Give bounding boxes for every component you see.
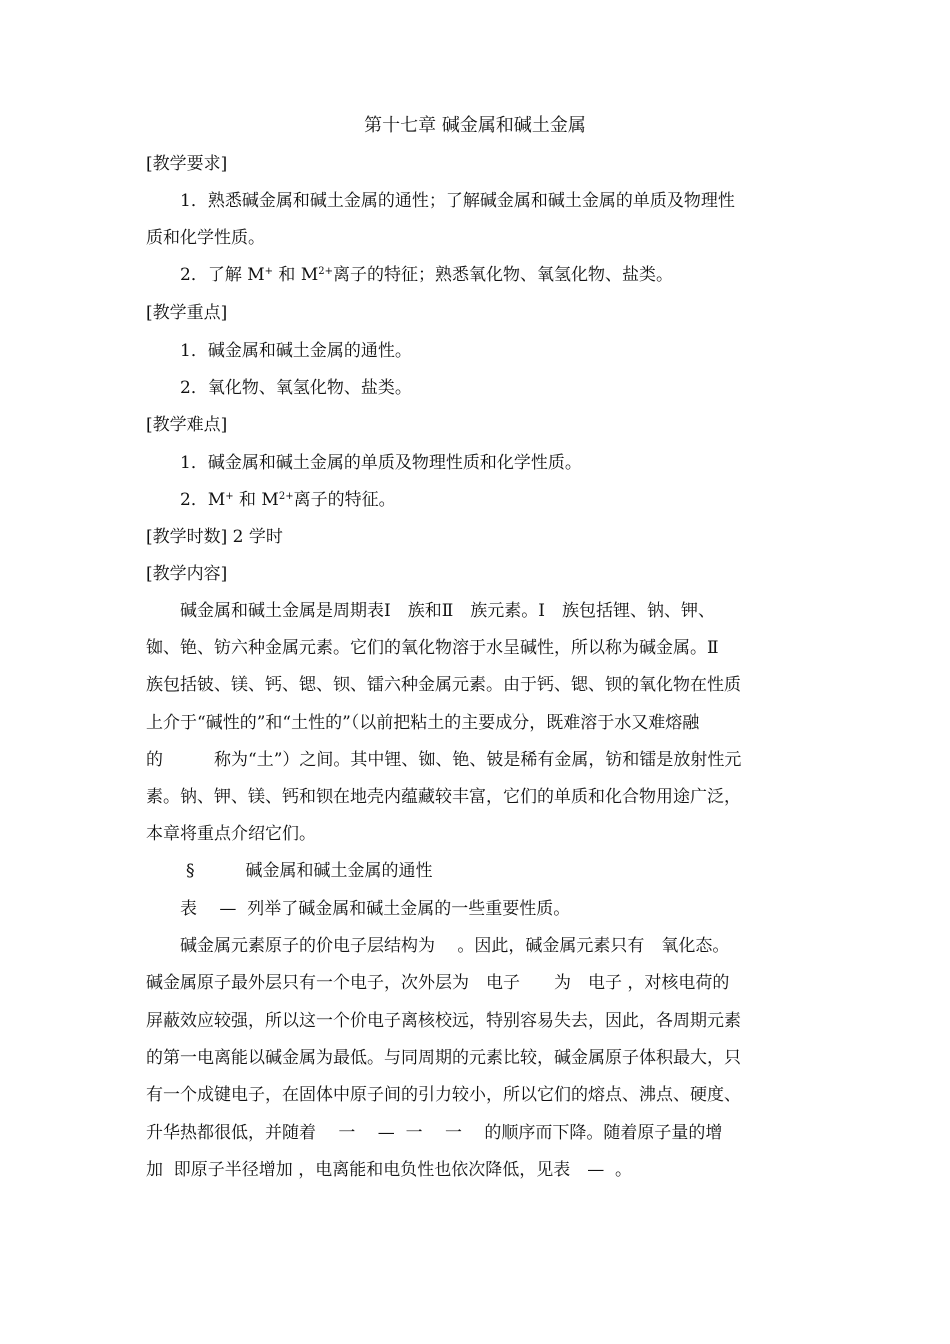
key-point-line: 2．氧化物、氧氢化物、盐类。	[180, 378, 412, 398]
intro-line: 族包括铍、镁、钙、锶、钡、镭六种金属元素。由于钙、锶、钡的氧化物在性质	[146, 675, 741, 695]
intro-line: 碱金属和碱土金属是周期表Ⅰ 族和Ⅱ 族元素。Ⅰ 族包括锂、钠、钾、	[180, 601, 715, 621]
requirement-line: 质和化学性质。	[146, 228, 265, 248]
difficulty-line: 2．M+ 和 $M^{2+}$离子的特征。	[180, 490, 396, 510]
difficulties-heading: [教学难点]	[146, 415, 228, 435]
body-line: 碱金属原子最外层只有一个电子，次外层为 电子 为 电子 ，对核电荷的	[146, 973, 730, 993]
body-line: 屏蔽效应较强，所以这一个价电子离核校远，特别容易失去，因此，各周期元素	[146, 1011, 741, 1031]
intro-line: 本章将重点介绍它们。	[146, 824, 316, 844]
table-reference: 表 — 列举了碱金属和碱土金属的一些重要性质。	[180, 899, 571, 919]
intro-line: 的 称为“土”）之间。其中锂、铷、铯、铍是稀有金属，钫和镭是放射性元	[146, 750, 742, 770]
requirements-heading: [教学要求]	[146, 154, 228, 174]
body-line: 碱金属元素原子的价电子层结构为 。因此，碱金属元素只有 氧化态。	[180, 936, 730, 956]
intro-line: 铷、铯、钫六种金属元素。它们的氧化物溶于水呈碱性，所以称为碱金属。Ⅱ	[146, 638, 719, 658]
body-line: 有一个成键电子，在固体中原子间的引力较小，所以它们的熔点、沸点、硬度、	[146, 1085, 741, 1105]
body-line: 的第一电离能以碱金属为最低。与同周期的元素比较，碱金属原子体积最大，只	[146, 1048, 741, 1068]
requirement-line: 2．了解 M+ 和 $M^{2+}$离子的特征；熟悉氧化物、氧氢化物、盐类。	[180, 265, 673, 285]
teaching-hours: [教学时数] 2 学时	[146, 527, 283, 547]
body-line: 加 即原子半径增加 ，电离能和电负性也依次降低，见表 — 。	[146, 1160, 633, 1180]
chapter-title: 第十七章 碱金属和碱土金属	[364, 115, 586, 136]
body-line: 升华热都很低，并随着 一 — 一 一 的顺序而下降。随着原子量的增	[146, 1123, 723, 1143]
requirement-line: 1．熟悉碱金属和碱土金属的通性；了解碱金属和碱土金属的单质及物理性	[180, 191, 735, 211]
intro-line: 上介于“碱性的”和“土性的”（以前把粘土的主要成分，既难溶于水又难熔融	[146, 713, 700, 733]
section-heading: § 碱金属和碱土金属的通性	[186, 861, 433, 881]
content-heading: [教学内容]	[146, 564, 228, 584]
intro-line: 素。钠、钾、镁、钙和钡在地壳内蕴藏较丰富，它们的单质和化合物用途广泛，	[146, 787, 741, 807]
key-points-heading: [教学重点]	[146, 303, 228, 323]
difficulty-line: 1．碱金属和碱土金属的单质及物理性质和化学性质。	[180, 453, 582, 473]
key-point-line: 1．碱金属和碱土金属的通性。	[180, 341, 412, 361]
